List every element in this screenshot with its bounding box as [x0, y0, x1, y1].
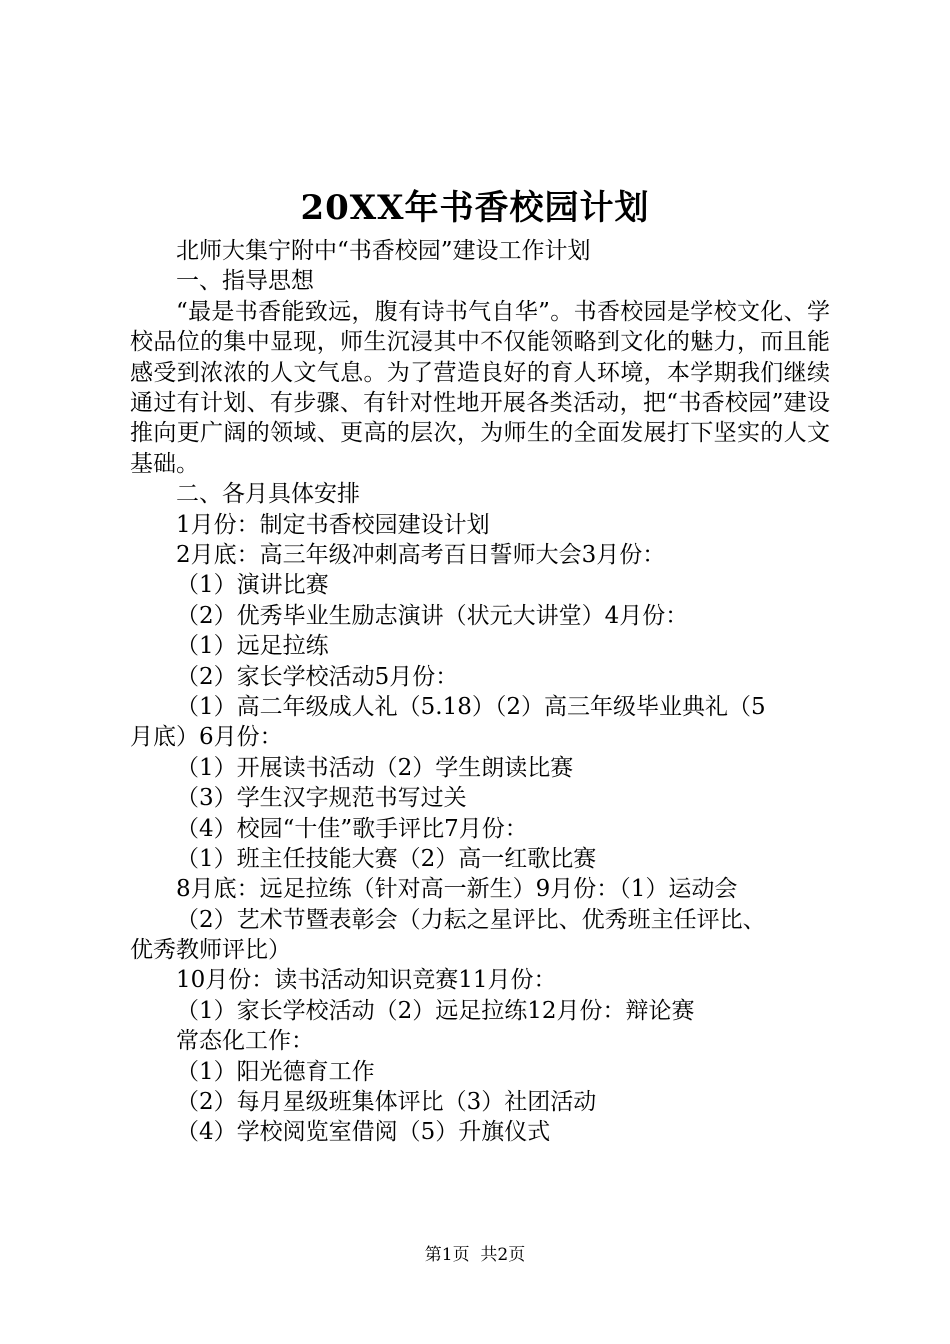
page-total: 共2页	[480, 1245, 526, 1265]
list-item: （1）高二年级成人礼（5.18）（2）高三年级毕业典礼（5	[176, 693, 766, 720]
list-item: （1）远足拉练	[176, 633, 329, 660]
list-item: （4）校园“十佳”歌手评比7月份：	[176, 815, 528, 842]
section-heading-monthly-plan: 二、各月具体安排	[176, 481, 360, 508]
document-subtitle: 北师大集宁附中“书香校园”建设工作计划	[176, 238, 591, 264]
list-item: （3）学生汉字规范书写过关	[176, 785, 467, 812]
list-item-continued: 月底）6月份：	[130, 724, 283, 751]
list-item: 2月底：高三年级冲刺高考百日誓师大会3月份：	[176, 542, 666, 568]
list-item: （1）班主任技能大赛（2）高一红歌比赛	[176, 845, 597, 872]
list-item: 8月底：远足拉练（针对高一新生）9月份：（1）运动会	[176, 876, 738, 903]
list-item: （1）家长学校活动（2）远足拉练12月份：辩论赛	[176, 997, 695, 1024]
list-item: （2）家长学校活动5月份：	[176, 663, 459, 690]
list-item: （2）艺术节暨表彰会（力耘之星评比、优秀班主任评比、	[176, 906, 766, 933]
document-body	[130, 236, 830, 1148]
page-footer	[0, 1244, 950, 1266]
list-item: （2）优秀毕业生励志演讲（状元大讲堂）4月份：	[176, 602, 689, 629]
list-item: 1月份：制定书香校园建设计划	[176, 511, 490, 538]
list-item: （1）阳光德育工作	[176, 1058, 375, 1085]
list-item: （2）每月星级班集体评比（3）社团活动	[176, 1089, 597, 1116]
section-heading-routine-work: 常态化工作：	[176, 1028, 314, 1055]
list-item-continued: 优秀教师评比）	[130, 937, 291, 964]
intro-paragraph: “最是书香能致远，腹有诗书气自华”。书香校园是学校文化、学校品位的集中显现，师生沉浸其中不仅能领略到文化的魅力，而且能感受到浓浓的人文气息。为了营造良好的育人环境，本学期我们继续通过有计划、有步骤、有针对性地开展各类活动，把“书香校园”建设推向更广阔的领域、更高的层次，为师生的全面发展打下坚实的人文基础。	[130, 298, 830, 477]
page-title: 20XX年书香校园计划	[300, 188, 650, 228]
list-item: （4）学校阅览室借阅（5）升旗仪式	[176, 1119, 551, 1146]
list-item: （1）开展读书活动（2）学生朗读比赛	[176, 754, 574, 781]
section-heading-guiding-thought: 一、指导思想	[176, 268, 314, 295]
list-item: 10月份：读书活动知识竞赛11月份：	[176, 967, 557, 994]
page-number: 第1页	[424, 1245, 470, 1265]
list-item: （1）演讲比赛	[176, 572, 329, 599]
